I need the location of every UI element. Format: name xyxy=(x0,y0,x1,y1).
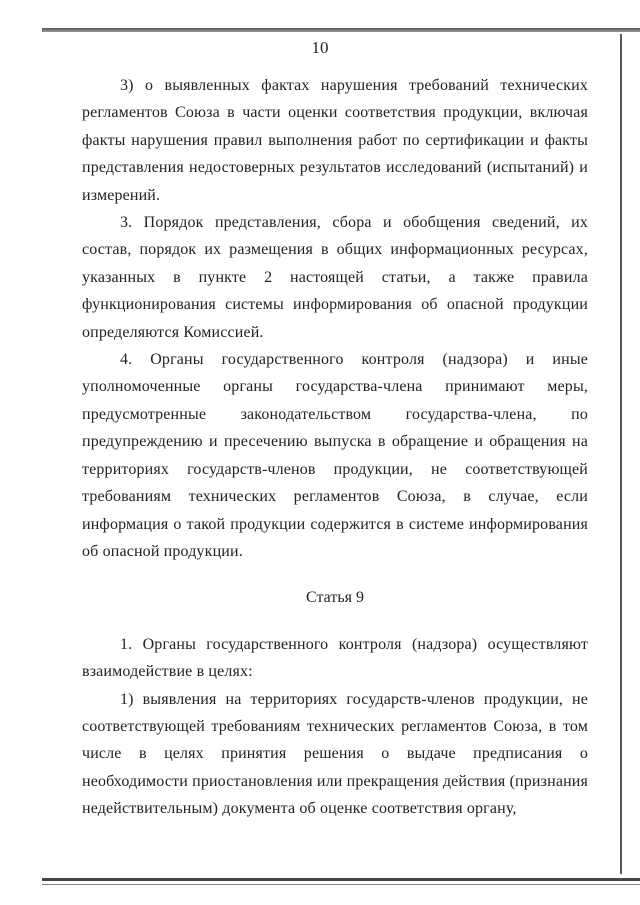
paragraph-point-3: 3. Порядок представления, сбора и обобщения сведений, их состав, порядок их размещения в общих информационных ресурсах, указанных в пункте 2 настоящей статьи, а также правила функционирования системы информирования об опасной продукции определяются Комиссией. xyxy=(82,214,588,341)
paragraph-item-3: 3) о выявленных фактах нарушения требований технических регламентов Союза в части оценки соответствия продукции, включая факты нарушения правил выполнения работ по сертификации и факты представления недостоверных результатов исследований (испытаний) и измерений. xyxy=(82,77,588,204)
paragraph-subitem-1: 1) выявления на территориях государств-членов продукции, не соответствующей требованиям технических регламентов Союза, в том числе в целях принятия решения о выдаче предписания о необходимости приостановления или прекращения действия (признания недействительным) документа об оценке соответствия органу, xyxy=(82,690,588,818)
paragraph-point-4: 4. Органы государственного контроля (надзора) и иные уполномоченные органы государства-члена принимают меры, предусмотренные законодательством государства-члена, по предупреждению и пресечению выпуска в обращение и обращения на территориях государств-членов продукции, не соответствующей требованиям технических регламентов Союза, в случае, если информация о такой продукции содержится в системе информирования об опасной продукции. xyxy=(82,351,588,560)
paragraph-point-1: 1. Органы государственного контроля (надзора) осуществляют взаимодействие в целях: xyxy=(82,635,588,681)
document-body xyxy=(82,72,588,823)
scan-border-bottom xyxy=(42,878,640,881)
page-number: 10 xyxy=(311,38,329,57)
scan-margin-left xyxy=(0,0,40,905)
scan-border-top xyxy=(42,28,640,32)
scan-border-right xyxy=(620,34,622,874)
scan-border-bottom-thin xyxy=(42,884,640,885)
article-heading: Статья 9 xyxy=(306,589,364,607)
